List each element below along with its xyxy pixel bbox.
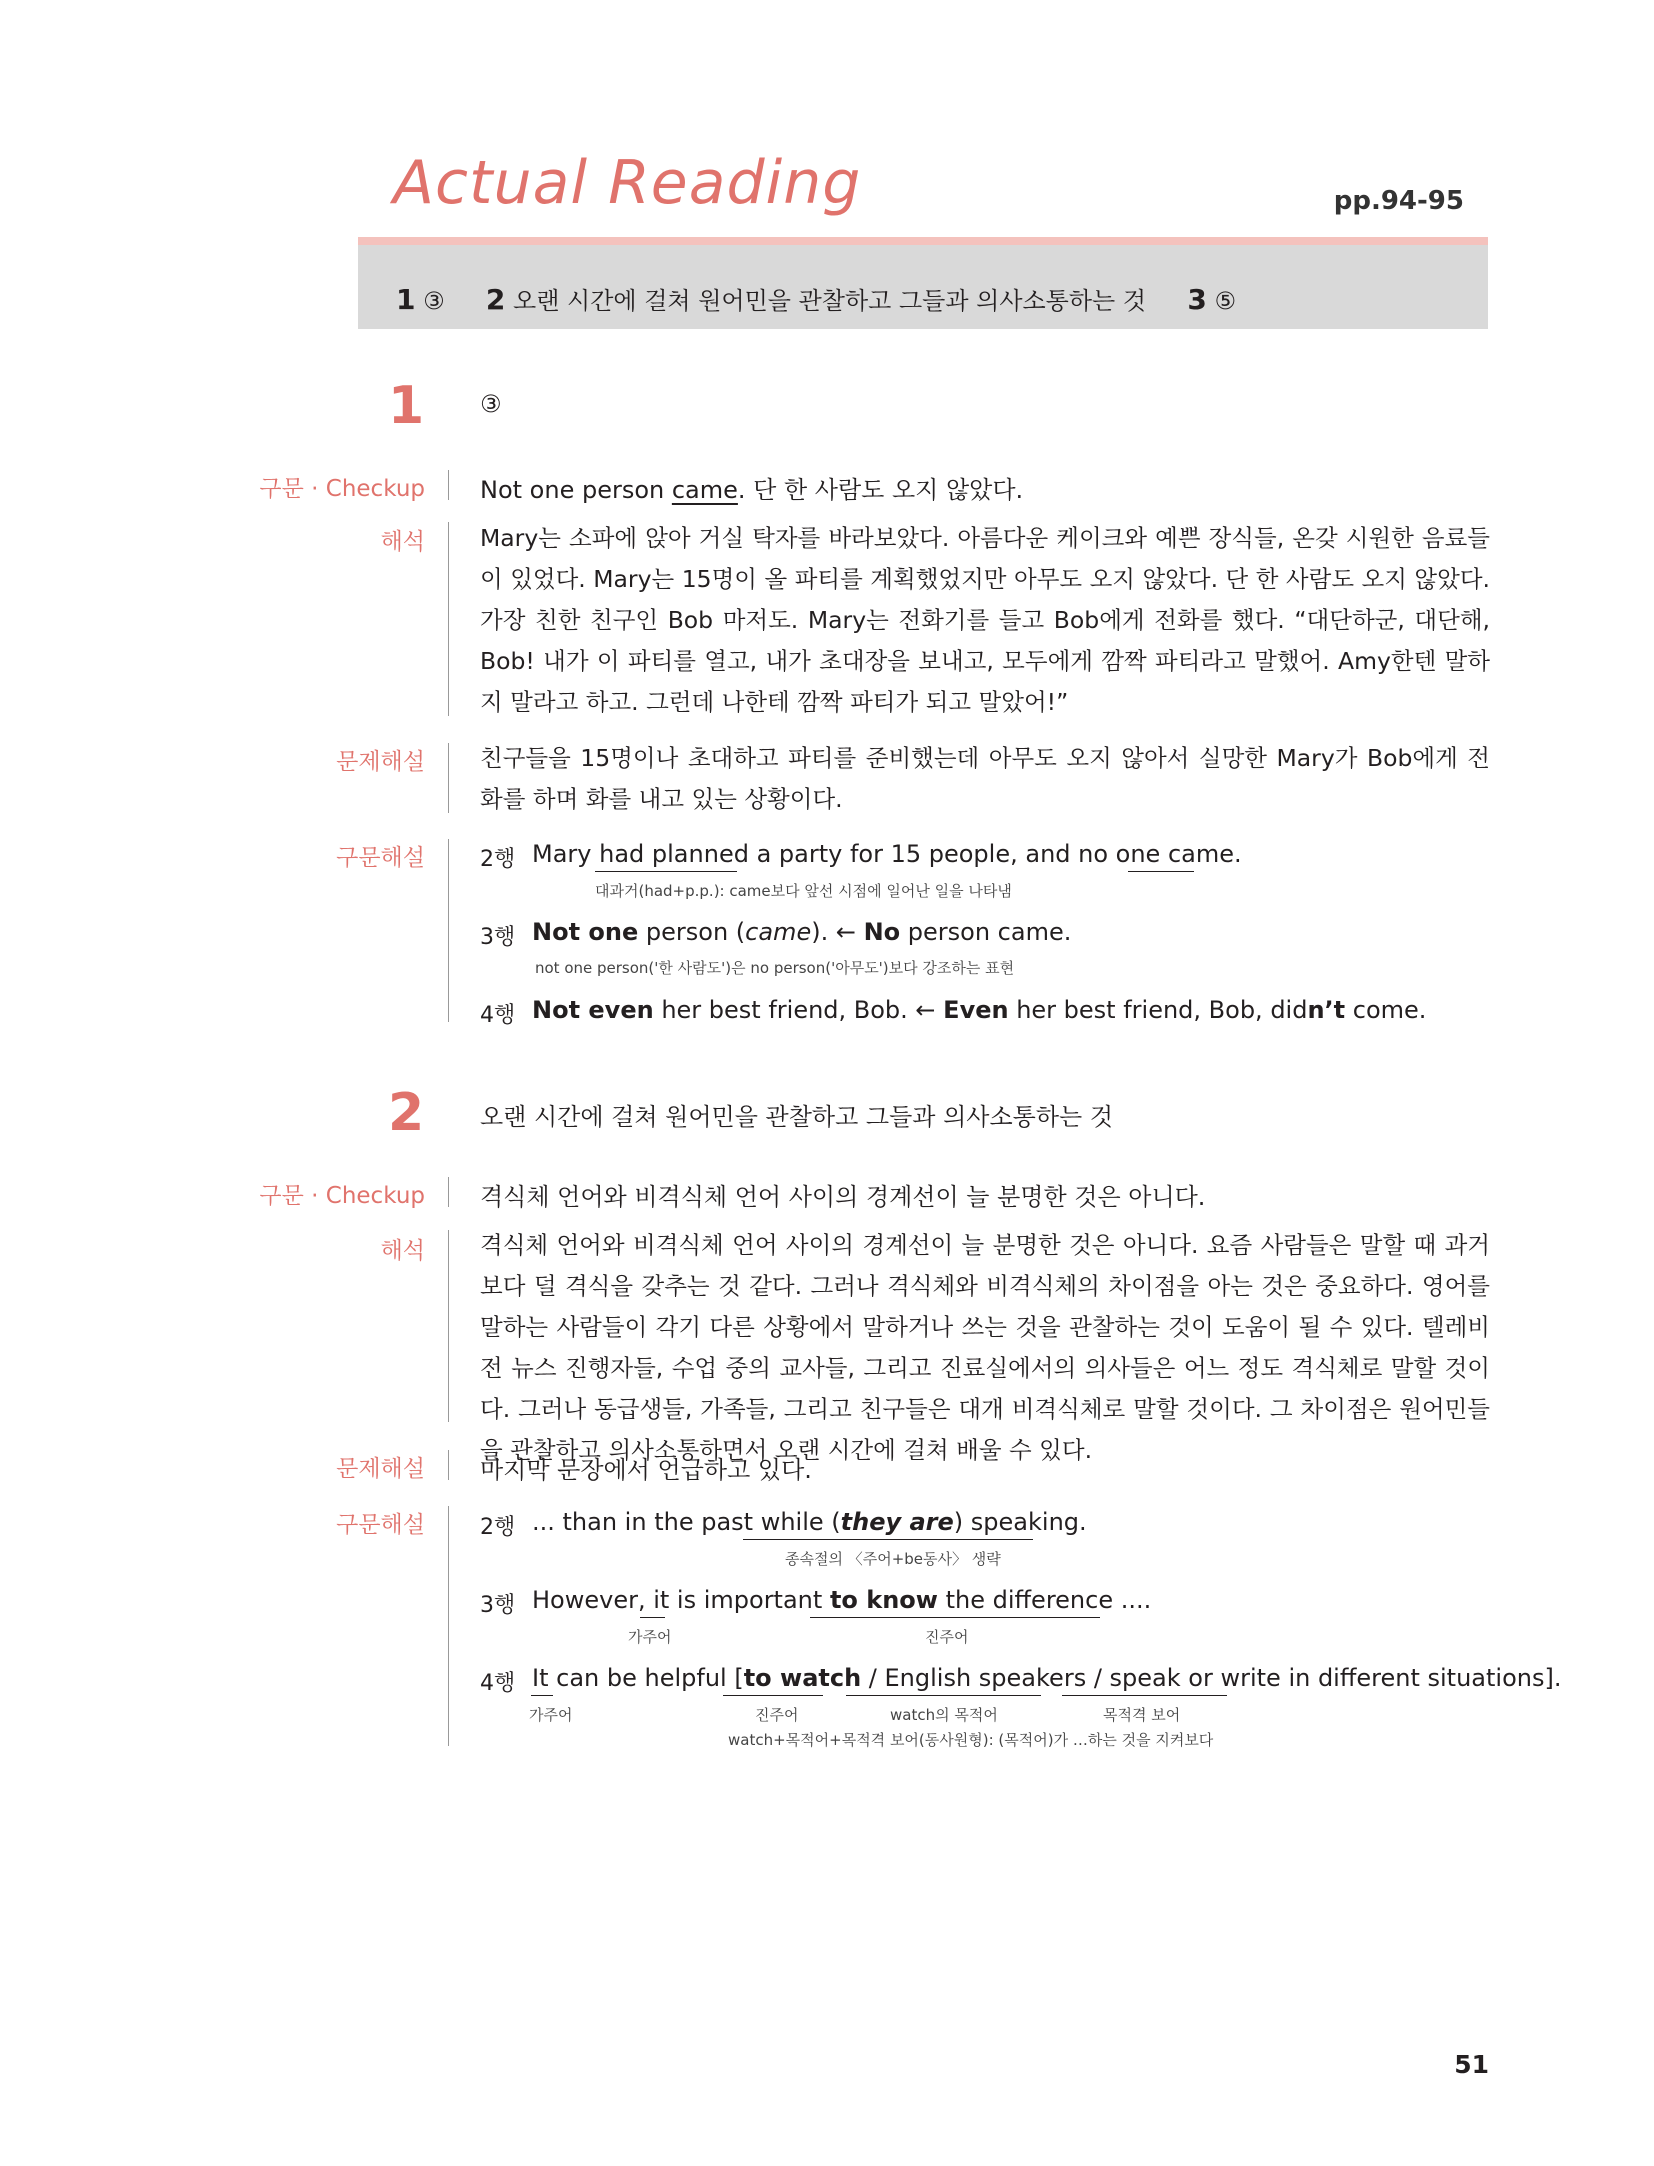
- q1-checkup: Not one person came. 단 한 사람도 오지 않았다.: [480, 476, 1024, 504]
- divider: [448, 470, 449, 500]
- answer-1-number: 1: [396, 283, 416, 316]
- syntax-label: 구문해설: [336, 1512, 425, 1538]
- underline: [723, 1695, 823, 1696]
- q2-line-4-note-5: watch+목적어+목적격 보어(동사원형): (목적어)가 …하는 것을 지켜보다: [728, 1731, 1214, 1749]
- q1-line-2: Mary had planned a party for 15 people, and no one came.: [532, 840, 1242, 868]
- underline: [1062, 1695, 1227, 1696]
- line-label: 3행: [480, 925, 516, 950]
- q2-problem: 마지막 문장에서 언급하고 있다.: [480, 1456, 812, 1484]
- page-number: 51: [1454, 2050, 1489, 2079]
- problem-label: 문제해설: [336, 1456, 425, 1482]
- divider: [448, 1177, 449, 1207]
- q2-line-3-note-1: 가주어: [628, 1628, 672, 1646]
- divider: [448, 1506, 449, 1746]
- q2-line-4-note-3: watch의 목적어: [890, 1706, 998, 1724]
- q2-line-4-note-2: 진주어: [755, 1706, 799, 1724]
- page-title: Actual Reading: [393, 148, 862, 218]
- underline: [846, 1695, 1041, 1696]
- answer-strip: [358, 237, 1488, 329]
- checkup-label: 구문 · Checkup: [259, 1183, 425, 1209]
- translation-label: 해석: [380, 529, 425, 555]
- page-range: pp.94-95: [1333, 186, 1464, 216]
- answer-2-number: 2: [485, 283, 506, 316]
- answer-3: ⑤: [1214, 287, 1236, 315]
- q1-line-2-note: 대과거(had+p.p.): came보다 앞선 시점에 일어난 일을 나타냄: [595, 882, 1012, 900]
- underline: [810, 1617, 1100, 1618]
- q1-line-3: Not one person (came). ← No person came.: [532, 918, 1072, 946]
- line-label: 3행: [480, 1593, 516, 1618]
- divider: [448, 839, 449, 1022]
- divider: [448, 743, 449, 813]
- line-label: 2행: [480, 847, 516, 872]
- q2-translation: 격식체 언어와 비격식체 언어 사이의 경계선이 늘 분명한 것은 아니다. 요즘 사람들은 말할 때 과거보다 덜 격식을 갖추는 것 같다. 그러나 격식체와 비격식체의 차이점을 아는 것은 중요하다. 영어를 말하는 사람들이 각기 다른 상황에서 말하거나 쓰는 것을 관찰하는 것이 도움이 될 수 있다. 텔레비전 뉴스 진행자들, 수업 중의 교사들, 그리고 진료실에서의 의사들은 어느 정도 격식체로 말할 것이다. 그러나 동급생들, 가족들, 그리고 친구들은 대개 비격식체로 말할 것이다. 그 차이점은 원어민들을 관찰하고 의사소통하면서 오랜 시간에 걸쳐 배울 수 있다.: [480, 1231, 1490, 1464]
- answer-1: ③: [423, 287, 445, 315]
- divider: [448, 1450, 449, 1480]
- underline: [531, 1695, 553, 1696]
- syntax-label: 구문해설: [336, 845, 425, 871]
- question-1-answer: ③: [480, 390, 502, 418]
- q2-line-4-note-1: 가주어: [529, 1706, 573, 1724]
- line-label: 4행: [480, 1671, 516, 1696]
- checkup-label: 구문 · Checkup: [259, 476, 425, 502]
- line-label: 2행: [480, 1515, 516, 1540]
- q2-line-2: ... than in the past while (they are) speaking.: [532, 1508, 1087, 1536]
- q1-line-4: Not even her best friend, Bob. ← Even her best friend, Bob, didn’t come.: [532, 996, 1427, 1024]
- answer-row: [396, 281, 1236, 316]
- q2-line-3-note-2: 진주어: [925, 1628, 969, 1646]
- q1-problem: 친구들을 15명이나 초대하고 파티를 준비했는데 아무도 오지 않아서 실망한 Mary가 Bob에게 전화를 하며 화를 내고 있는 상황이다.: [480, 744, 1490, 813]
- divider: [448, 1230, 449, 1422]
- question-2-answer: 오랜 시간에 걸쳐 원어민을 관찰하고 그들과 의사소통하는 것: [480, 1103, 1114, 1131]
- q2-line-2-note: 종속절의 〈주어+be동사〉 생략: [785, 1550, 1001, 1568]
- divider: [448, 522, 449, 716]
- problem-label: 문제해설: [336, 749, 425, 775]
- q2-line-4-note-4: 목적격 보어: [1103, 1706, 1181, 1724]
- q1-line-3-note: not one person('한 사람도')은 no person('아무도')보다 강조하는 표현: [535, 959, 1015, 977]
- q2-line-3: However, it is important to know the difference ....: [532, 1586, 1152, 1614]
- question-1-number: 1: [388, 376, 425, 436]
- underline: [1128, 871, 1194, 872]
- q1-translation: Mary는 소파에 앉아 거실 탁자를 바라보았다. 아름다운 케이크와 예쁜 장식들, 온갖 시원한 음료들이 있었다. Mary는 15명이 올 파티를 계획했었지만 아무도 오지 않았다. 단 한 사람도 오지 않았다. 가장 친한 친구인 Bob 마저도. Mary는 전화기를 들고 Bob에게 전화를 했다. “대단하군, 대단해, Bob! 내가 이 파티를 열고, 내가 초대장을 보내고, 모두에게 깜짝 파티라고 말했어. Amy한텐 말하지 말라고 하고. 그런데 나한테 깜짝 파티가 되고 말았어!”: [480, 524, 1490, 716]
- question-2-number: 2: [388, 1083, 425, 1143]
- underline: [595, 871, 737, 872]
- q2-line-4: It can be helpful [to watch / English speakers / speak or write in different situations].: [532, 1664, 1562, 1692]
- line-label: 4행: [480, 1003, 516, 1028]
- q2-checkup: 격식체 언어와 비격식체 언어 사이의 경계선이 늘 분명한 것은 아니다.: [480, 1183, 1206, 1211]
- underline: [743, 1539, 1033, 1540]
- answer-2: 오랜 시간에 걸쳐 원어민을 관찰하고 그들과 의사소통하는 것: [513, 287, 1147, 315]
- translation-label: 해석: [380, 1238, 425, 1264]
- underline: [640, 1617, 665, 1618]
- answer-3-number: 3: [1187, 283, 1207, 316]
